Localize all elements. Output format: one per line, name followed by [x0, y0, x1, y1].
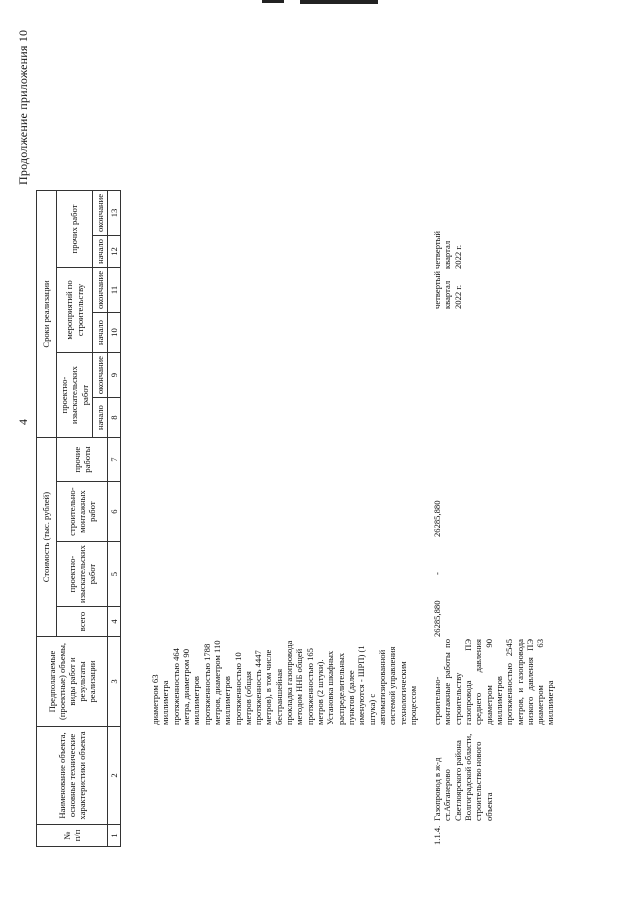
row-number: 1.1.4.	[432, 825, 442, 845]
header-cost: Стоимость (тыс. рублей)	[37, 438, 57, 637]
column-index: 7	[108, 438, 121, 482]
column-index: 4	[108, 607, 121, 637]
row-cost-total: 26285,880	[432, 600, 442, 637]
header-start: начало	[93, 236, 108, 268]
row-object: Газопровод в ж-д ст.Абганерово Светлоярского района Волгоградской области, строительство нового объекта	[432, 733, 494, 821]
column-index: 5	[108, 542, 121, 607]
header-terms-construction: мероприятий по строительству	[57, 267, 93, 352]
header-works: Предполагаемые (проектные) объемы, виды работ и результаты реализации	[37, 637, 108, 727]
row-cost-design: -	[432, 572, 442, 575]
column-index: 13	[108, 190, 121, 235]
column-index: 3	[108, 637, 121, 727]
row-construction-end: четвертый квартал 2022 г.	[432, 230, 463, 269]
appendix-caption: Продолжение приложения 10	[16, 29, 30, 185]
continuation-works-text: диаметром 63 миллиметра протяженностью 464 метра, диаметром 90 миллиметров протяженностью 1788 метров, диаметром 110 миллиметров протяженностью 10 метров (общая протяженность 4447 метров), в том числе бестраншейная прокладка газопровода методом ННБ общей протяженностью 165 метров (2 штуки). Установка шкафных распределительных пунктов (далее именуются - ШРП) (1 штука) с автоматизированной системой управления технологическим процессом	[150, 640, 418, 725]
row-cost-construction: 26285,880	[432, 500, 442, 537]
column-index: 10	[108, 313, 121, 353]
header-num: № п/п	[37, 825, 108, 847]
row-construction-start: четвертый квартал 2022 г.	[432, 270, 463, 309]
header-cost-design: проектно-изыскательских работ	[57, 542, 108, 607]
header-start: начало	[93, 398, 108, 438]
column-index: 1	[108, 825, 121, 847]
column-index: 11	[108, 267, 121, 312]
row-works: строительно-монтажные работы по строительству газопровода ПЭ среднего давления диаметром 90 миллиметров протяженностью 2545 метров, и газопровода низкого давления ПЭ диаметром 63 миллиметра	[432, 639, 556, 725]
column-index: 12	[108, 236, 121, 268]
column-index: 2	[108, 727, 121, 825]
header-cost-construction: строительно-монтажных работ	[57, 482, 108, 542]
header-terms: Сроки реализации	[37, 190, 57, 437]
page-number: 4	[16, 419, 30, 425]
header-terms-design: проектно-изыскательских работ	[57, 353, 93, 438]
header-cost-total: всего	[57, 607, 108, 637]
column-index: 8	[108, 398, 121, 438]
header-end: окончание	[93, 267, 108, 312]
header-object: Наименование объекта, основные технические характеристики объекта	[37, 727, 108, 825]
header-cost-other: прочие работы	[57, 438, 108, 482]
header-end: окончание	[93, 190, 108, 235]
column-index: 9	[108, 353, 121, 398]
header-end: окончание	[93, 353, 108, 398]
column-index: 6	[108, 482, 121, 542]
header-terms-other: прочих работ	[57, 190, 93, 267]
header-start: начало	[93, 313, 108, 353]
header-table	[36, 190, 121, 847]
